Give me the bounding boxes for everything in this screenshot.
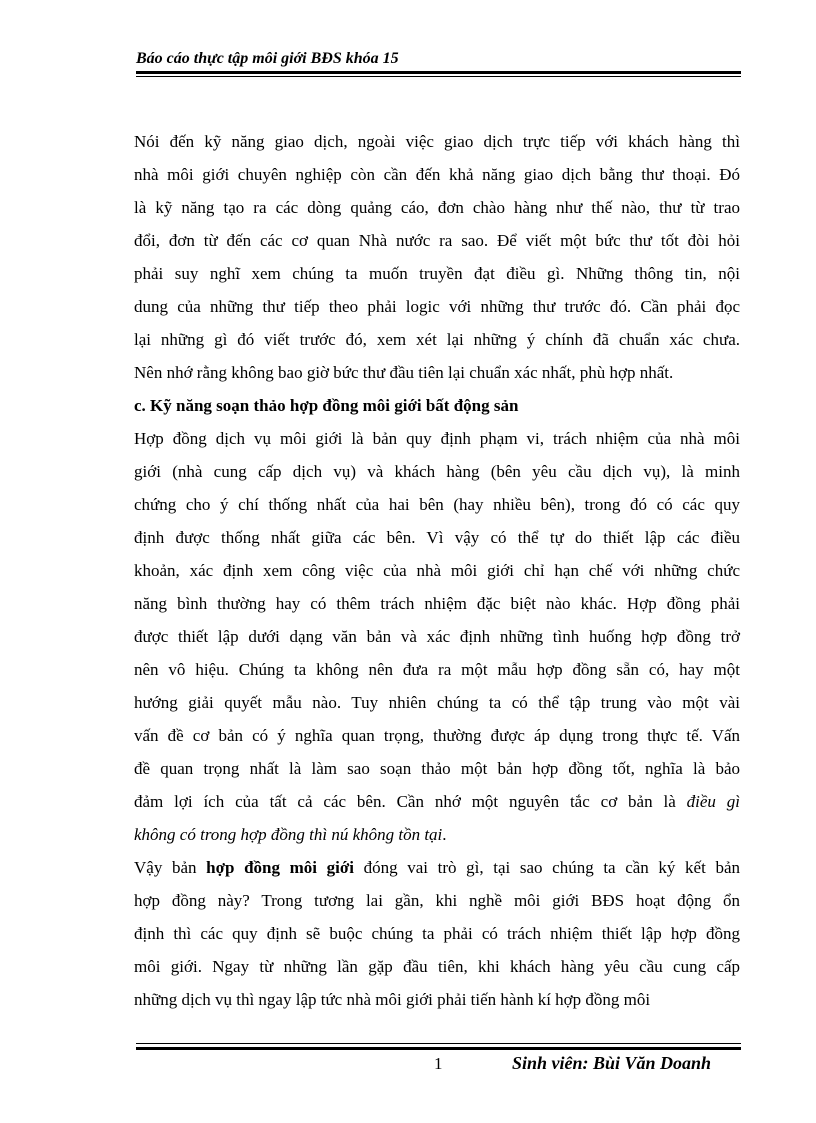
text-line: chứng cho ý chí thống nhất của hai bên (hay nhiều bên), trong đó có các quy xyxy=(134,495,740,514)
header-rule-thick xyxy=(136,71,741,74)
text-run: . xyxy=(442,825,447,844)
text-run: Vậy bản xyxy=(134,858,207,877)
text-run: đóng vai trò gì, tại sao chúng ta cần ký kết bản xyxy=(353,858,740,877)
text-line: lại những gì đó viết trước đó, xem xét lại những ý chính đã chuẩn xác chưa. xyxy=(134,330,740,349)
footer-rule-thick xyxy=(136,1047,741,1050)
text-line: phải suy nghĩ xem chúng ta muốn truyền đạt điều gì. Những thông tin, nội xyxy=(134,264,740,283)
text-line: là kỹ năng tạo ra các dòng quảng cáo, đơn chào hàng như thế nào, thư từ trao xyxy=(134,198,740,217)
text-line xyxy=(134,818,740,851)
paragraph-contract-role xyxy=(134,851,740,1016)
text-line: được thiết lập dưới dạng văn bản và xác định những tình huống hợp đồng trở xyxy=(134,627,740,646)
footer-author: Sinh viên: Bùi Văn Doanh xyxy=(512,1053,712,1073)
text-line: hợp đồng này? Trong tương lai gần, khi nghề môi giới BĐS hoạt động ổn xyxy=(134,891,740,910)
text-line: Hợp đồng dịch vụ môi giới là bản quy định phạm vi, trách nhiệm của nhà môi xyxy=(134,429,740,448)
paragraph-written-communication xyxy=(134,125,740,389)
text-line: Nói đến kỹ năng giao dịch, ngoài việc giao dịch trực tiếp với khách hàng thì xyxy=(134,132,740,151)
text-line: nên vô hiệu. Chúng ta không nên đưa ra một mẫu hợp đồng sẵn có, hay một xyxy=(134,660,740,679)
paragraph-brokerage-contract xyxy=(134,422,740,851)
text-line: giới (nhà cung cấp dịch vụ) và khách hàng (bên yêu cầu dịch vụ), là minh xyxy=(134,462,740,481)
footer-rule-thin xyxy=(136,1043,741,1044)
bold-text-run: hợp đồng môi giới xyxy=(206,858,354,877)
page-number: 1 xyxy=(434,1054,443,1073)
document-body xyxy=(134,125,740,1016)
page-header-title: Báo cáo thực tập môi giới BĐS khóa 15 xyxy=(136,50,399,67)
text-line: định được thống nhất giữa các bên. Vì vậy có thể tự do thiết lập các điều xyxy=(134,528,740,547)
text-line: năng bình thường hay có thêm trách nhiệm đặc biệt nào khác. Hợp đồng phải xyxy=(134,594,740,613)
text-line xyxy=(134,851,740,884)
text-run: đảm lợi ích của tất cả các bên. Cần nhớ một nguyên tắc cơ bản là xyxy=(134,792,687,811)
text-line: vấn đề cơ bản có ý nghĩa quan trọng, thường được áp dụng trong thực tế. Vấn xyxy=(134,726,740,745)
section-heading: c. Kỹ năng soạn thảo hợp đồng môi giới bất động sản xyxy=(134,396,519,415)
text-line: Nên nhớ rằng không bao giờ bức thư đầu tiên lại chuẩn xác nhất, phù hợp nhất. xyxy=(134,363,674,382)
text-line xyxy=(134,785,740,818)
italic-text-run: điều gì xyxy=(686,792,740,811)
italic-text-run: không có trong hợp đồng thì nú không tồn tại xyxy=(134,825,443,844)
header-rule-thin xyxy=(136,76,741,77)
text-line: hướng giải quyết mẫu nào. Tuy nhiên chúng ta có thể tập trung vào một vài xyxy=(134,693,740,712)
text-line: dung của những thư tiếp theo phải logic với những thư trước đó. Cần phải đọc xyxy=(134,297,740,316)
text-line: đổi, đơn từ đến các cơ quan Nhà nước ra sao. Để viết một bức thư tốt đòi hỏi xyxy=(134,231,740,250)
text-line: những dịch vụ thì ngay lập tức nhà môi giới phải tiến hành kí hợp đồng môi xyxy=(134,990,651,1009)
text-line: môi giới. Ngay từ những lần gặp đầu tiên, khi khách hàng yêu cầu cung cấp xyxy=(134,957,740,976)
text-line: nhà môi giới chuyên nghiệp còn cần đến khả năng giao dịch bằng thư thoại. Đó xyxy=(134,165,740,184)
text-line: đề quan trọng nhất là làm sao soạn thảo một bản hợp đồng tốt, nghĩa là bảo xyxy=(134,759,740,778)
text-line: khoản, xác định xem công việc của nhà môi giới chỉ hạn chế với những chức xyxy=(134,561,740,580)
text-line: định thì các quy định sẽ buộc chúng ta phải có trách nhiệm thiết lập hợp đồng xyxy=(134,924,740,943)
